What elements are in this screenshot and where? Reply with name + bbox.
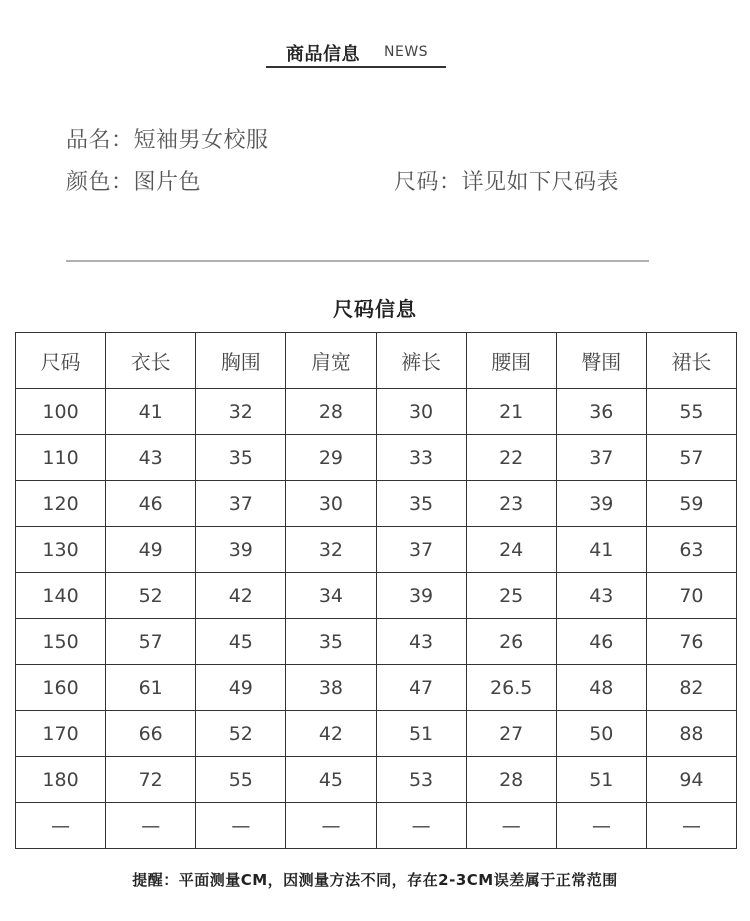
table-cell: 76 — [646, 619, 736, 665]
table-cell: 50 — [556, 711, 646, 757]
table-cell: 43 — [106, 435, 196, 481]
table-cell: 42 — [196, 573, 286, 619]
table-cell: 150 — [16, 619, 106, 665]
table-cell: 82 — [646, 665, 736, 711]
table-cell: — — [466, 803, 556, 849]
size-section-title: 尺码信息 — [333, 297, 417, 321]
table-cell: 170 — [16, 711, 106, 757]
table-cell: 26.5 — [466, 665, 556, 711]
header-subtitle: NEWS — [384, 44, 429, 60]
table-cell: 49 — [106, 527, 196, 573]
table-cell: 130 — [16, 527, 106, 573]
table-cell: 66 — [106, 711, 196, 757]
section-divider — [66, 260, 649, 262]
table-cell: 46 — [106, 481, 196, 527]
product-name: 品名：短袖男女校服 — [66, 128, 269, 153]
column-header: 衣长 — [106, 333, 196, 389]
table-cell: 88 — [646, 711, 736, 757]
table-cell: 47 — [376, 665, 466, 711]
header-title: 商品信息 — [286, 44, 360, 65]
table-row — [16, 573, 737, 619]
table-cell: 39 — [376, 573, 466, 619]
table-cell: 43 — [376, 619, 466, 665]
table-cell: 160 — [16, 665, 106, 711]
measurement-note: 提醒：平面测量CM，因测量方法不同，存在2-3CM误差属于正常范围 — [132, 871, 618, 889]
size-table-container — [15, 332, 737, 849]
table-row — [16, 665, 737, 711]
table-cell: 46 — [556, 619, 646, 665]
table-row — [16, 757, 737, 803]
table-cell: 27 — [466, 711, 556, 757]
table-cell: 37 — [376, 527, 466, 573]
table-cell: 39 — [196, 527, 286, 573]
column-header: 胸围 — [196, 333, 286, 389]
table-cell: — — [16, 803, 106, 849]
table-cell: 30 — [376, 389, 466, 435]
table-cell: 38 — [286, 665, 376, 711]
table-cell: 30 — [286, 481, 376, 527]
table-cell: 24 — [466, 527, 556, 573]
table-cell: 63 — [646, 527, 736, 573]
table-cell: 39 — [556, 481, 646, 527]
table-cell: 45 — [196, 619, 286, 665]
table-cell: 26 — [466, 619, 556, 665]
table-cell: 37 — [196, 481, 286, 527]
table-row — [16, 711, 737, 757]
table-row — [16, 481, 737, 527]
table-cell: 49 — [196, 665, 286, 711]
table-cell: 55 — [196, 757, 286, 803]
table-cell: 35 — [376, 481, 466, 527]
table-cell: 41 — [556, 527, 646, 573]
table-cell: 48 — [556, 665, 646, 711]
table-cell: 57 — [646, 435, 736, 481]
table-cell: 94 — [646, 757, 736, 803]
column-header: 裙长 — [646, 333, 736, 389]
table-cell: 34 — [286, 573, 376, 619]
table-cell: 36 — [556, 389, 646, 435]
header-underline — [266, 66, 446, 68]
table-cell: 45 — [286, 757, 376, 803]
table-cell: 32 — [286, 527, 376, 573]
table-cell: 59 — [646, 481, 736, 527]
size-table — [15, 332, 737, 849]
column-header: 臀围 — [556, 333, 646, 389]
column-header: 尺码 — [16, 333, 106, 389]
table-cell: 53 — [376, 757, 466, 803]
table-cell: 52 — [196, 711, 286, 757]
table-cell: 180 — [16, 757, 106, 803]
table-cell: 35 — [196, 435, 286, 481]
table-cell: 41 — [106, 389, 196, 435]
size-table-body — [16, 389, 737, 849]
table-cell: 23 — [466, 481, 556, 527]
table-cell: — — [646, 803, 736, 849]
table-cell: 33 — [376, 435, 466, 481]
section-header — [266, 38, 446, 70]
table-cell: — — [376, 803, 466, 849]
table-cell: 120 — [16, 481, 106, 527]
table-cell: 28 — [466, 757, 556, 803]
table-cell: 42 — [286, 711, 376, 757]
table-row — [16, 619, 737, 665]
table-cell: 29 — [286, 435, 376, 481]
table-cell: 35 — [286, 619, 376, 665]
table-cell: 28 — [286, 389, 376, 435]
table-cell: 52 — [106, 573, 196, 619]
product-color: 颜色：图片色 — [66, 170, 202, 195]
table-cell: 22 — [466, 435, 556, 481]
column-header: 腰围 — [466, 333, 556, 389]
table-cell: 70 — [646, 573, 736, 619]
table-cell: 51 — [556, 757, 646, 803]
table-cell: 140 — [16, 573, 106, 619]
table-cell: 37 — [556, 435, 646, 481]
table-cell: 25 — [466, 573, 556, 619]
table-row — [16, 389, 737, 435]
table-cell: 32 — [196, 389, 286, 435]
table-cell: 55 — [646, 389, 736, 435]
table-cell: 43 — [556, 573, 646, 619]
table-cell: 100 — [16, 389, 106, 435]
table-cell: — — [286, 803, 376, 849]
product-size-note: 尺码：详见如下尺码表 — [394, 170, 620, 195]
table-cell: — — [106, 803, 196, 849]
column-header: 肩宽 — [286, 333, 376, 389]
table-cell: 110 — [16, 435, 106, 481]
table-row — [16, 435, 737, 481]
table-cell: 72 — [106, 757, 196, 803]
table-cell: 51 — [376, 711, 466, 757]
table-cell: 21 — [466, 389, 556, 435]
size-table-header-row — [16, 333, 737, 389]
table-row — [16, 803, 737, 849]
table-row — [16, 527, 737, 573]
table-cell: 57 — [106, 619, 196, 665]
column-header: 裤长 — [376, 333, 466, 389]
table-cell: 61 — [106, 665, 196, 711]
table-cell: — — [556, 803, 646, 849]
table-cell: — — [196, 803, 286, 849]
